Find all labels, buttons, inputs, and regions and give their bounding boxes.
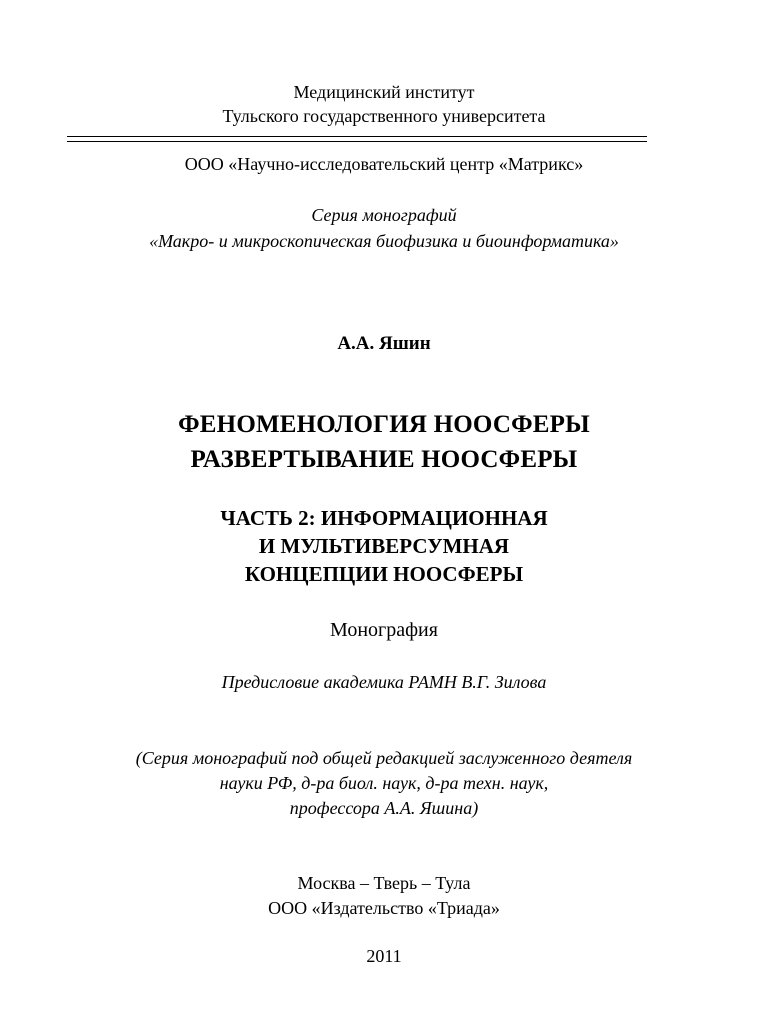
series-name: «Макро- и микроскопическая биофизика и биоинформатика» — [149, 231, 619, 251]
part-title-line-2: И МУЛЬТИВЕРСУМНАЯ — [258, 534, 510, 558]
organization-name: ООО «Научно-исследовательский центр «Матрикс» — [184, 154, 584, 174]
imprint-cities: Москва – Тверь – Тула — [297, 873, 471, 893]
institution-line-1: Медицинский институт — [293, 82, 475, 102]
part-title-line-1: ЧАСТЬ 2: ИНФОРМАЦИОННАЯ — [220, 506, 548, 530]
part-title-line-3: КОНЦЕПЦИИ НООСФЕРЫ — [244, 562, 524, 586]
editorial-note-line-3: профессора А.А. Яшина) — [289, 798, 479, 818]
editorial-note-line-1: (Серия монографий под общей редакцией заслуженного деятеля — [135, 748, 633, 768]
author-name: А.А. Яшин — [337, 333, 431, 354]
book-title-line-2: РАЗВЕРТЫВАНИЕ НООСФЕРЫ — [190, 446, 578, 473]
editorial-note-line-2: науки РФ, д-ра биол. наук, д-ра техн. наук, — [219, 773, 549, 793]
institution-line-2: Тульского государственного университета — [222, 106, 546, 126]
imprint-publisher: ООО «Издательство «Триада» — [268, 898, 500, 918]
book-title-line-1: ФЕНОМЕНОЛОГИЯ НООСФЕРЫ — [178, 411, 590, 438]
divider-rule-top — [67, 136, 647, 137]
genre-label: Монография — [330, 619, 438, 641]
preface-credit: Предисловие академика РАМН В.Г. Зилова — [221, 672, 547, 692]
divider-rule-bottom — [67, 141, 647, 142]
imprint-year: 2011 — [366, 946, 402, 966]
series-label: Серия монографий — [311, 205, 457, 225]
